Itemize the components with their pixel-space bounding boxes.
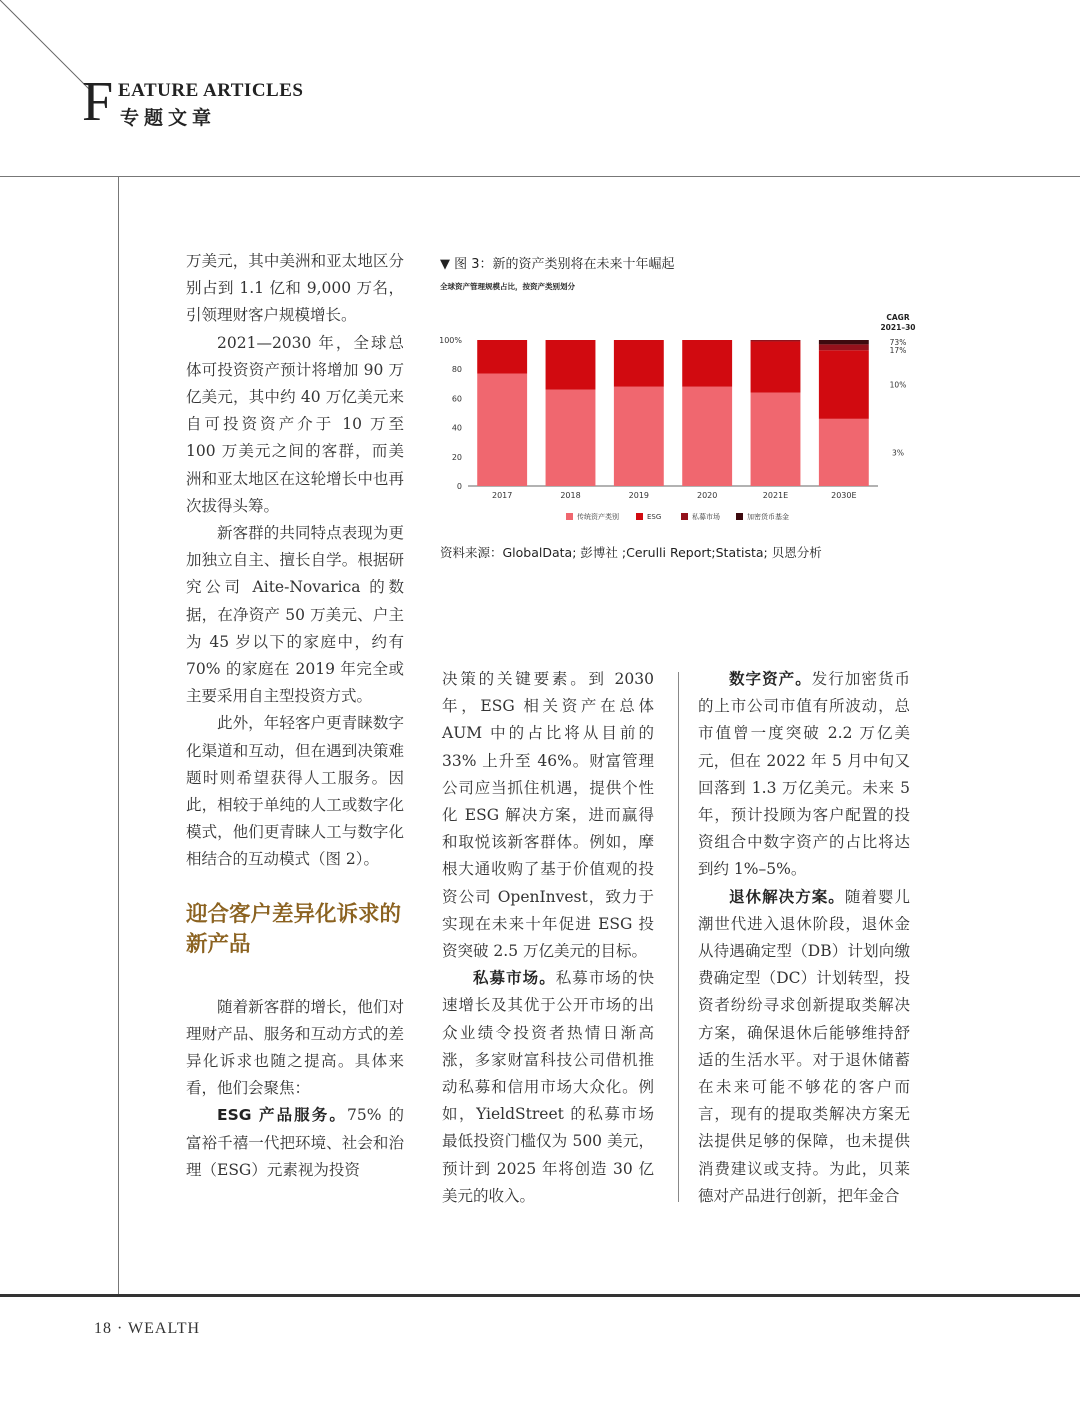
- paragraph-body: 发行加密货币的上市公司市值有所波动，总市值曾一度突破 2.2 万亿美元，但在 2022 年 5 月中旬又回落到 1.3 万亿美元。未来 5 年，预计投顾为客户配置的投资组合中数字资产的占比将达到约 1%–5%。: [698, 670, 910, 879]
- x-tick-label: 2019: [628, 491, 650, 500]
- cagr-label: 10%: [889, 380, 907, 390]
- paragraph: 2021—2030 年，全球总体可投资资产预计将增加 90 万亿美元，其中约 40 万亿美元来自可投资资产介于 10 万至 100 万美元之间的客群，而美洲和亚太地区在这轮增长中也再次拔得头筹。: [186, 333, 404, 515]
- paragraph: 万美元，其中美洲和亚太地区分别占到 1.1 亿和 9,000 万名，引领理财客户规模增长。: [186, 252, 404, 325]
- article-column-3: [698, 666, 910, 1210]
- bar-segment: [819, 419, 869, 486]
- stacked-bar-chart: [438, 308, 918, 528]
- header-initial-letter: F: [82, 71, 114, 133]
- paragraph: [186, 1102, 404, 1184]
- paragraph: 此外，年轻客户更青睐数字化渠道和互动，但在遇到决策难题时则希望获得人工服务。因此，相较于单纯的人工或数字化模式，他们更青睐人工与数字化相结合的互动模式（图 2）。: [186, 714, 404, 869]
- header-title: EATURE ARTICLES: [118, 80, 304, 101]
- bar-segment: [751, 393, 801, 486]
- bar-segment: [477, 374, 527, 486]
- x-tick-label: 2021E: [762, 491, 789, 500]
- paragraph: [442, 965, 654, 1210]
- bar-segment: [751, 340, 801, 341]
- paragraph-body: 私募市场的快速增长及其优于公开市场的出众业绩令投资者热情日渐高涨，多家财富科技公司借机推动私募和信用市场大众化。例如，YieldStreet 的私募市场最低投资门槛仅为 500 美元，预计到 2025 年将创造 30 亿美元的收入。: [442, 969, 654, 1205]
- x-tick-label: 2020: [696, 491, 718, 500]
- cagr-label: 3%: [892, 448, 904, 458]
- header-subtitle: 专题文章: [120, 107, 217, 129]
- article-column-2: [442, 666, 654, 1210]
- paragraph-body: 随着婴儿潮世代进入退休阶段，退休金从待遇确定型（DB）计划向缴费确定型（DC）计划转型，投资者纷纷寻求创新提取类解决方案，确保退休后能够维持舒适的生活水平。对于退休储蓄在未来可能不够花的客户而言，现有的提取类解决方案无法提供足够的保障，也未提供消费建议或支持。为此，贝莱德对产品进行创新，把年金合: [698, 887, 910, 1205]
- x-tick-label: 2030E: [831, 491, 857, 500]
- paragraph: 决策的关键要素。到 2030 年，ESG 相关资产在总体 AUM 中的占比将从目前的 33% 上升至 46%。财富管理公司应当抓住机遇，提供个性化 ESG 解决方案，进而赢得和取悦该新客群体。例如，摩根大通收购了基于价值观的投资公司 OpenInvest，致力于实现在未来十年促进 ESG 投资突破 2.5 万亿美元的目标。: [442, 670, 654, 961]
- bar-segment: [546, 340, 596, 390]
- legend-swatch: [636, 513, 643, 520]
- paragraph: 随着新客群的增长，他们对理财产品、服务和互动方式的差异化诉求也随之提高。具体来看，他们会聚焦：: [186, 997, 404, 1098]
- column-divider: [678, 672, 679, 1202]
- paragraph-lead: ESG 产品服务。: [217, 1106, 347, 1125]
- paragraph-lead: 退休解决方案。: [729, 887, 845, 906]
- legend-label: 私募市场: [692, 513, 720, 521]
- y-tick-label: 0: [456, 482, 462, 491]
- paragraph: [698, 884, 910, 1210]
- bar-segment: [546, 390, 596, 486]
- cagr-label: 73%: [889, 338, 907, 347]
- x-tick-label: 2018: [560, 491, 581, 500]
- y-tick-label: 80: [451, 365, 462, 375]
- legend-label: 传统资产类别: [577, 513, 619, 521]
- bar-segment: [614, 387, 664, 486]
- left-margin-rule: [118, 176, 119, 1294]
- footer-rule: [0, 1294, 1080, 1297]
- article-column-1: [186, 248, 404, 1184]
- bar-segment: [682, 387, 732, 486]
- figure-subtitle: 全球资产管理规模占比，按资产类别划分: [440, 282, 575, 291]
- bar-segment: [477, 340, 527, 374]
- legend-label: 加密货币基金: [747, 513, 789, 521]
- figure-source: 资料来源：GlobalData; 彭博社 ;Cerulli Report;Statista; 贝恩分析: [440, 545, 822, 560]
- paragraph: [698, 666, 910, 884]
- cagr-header-period: 2021–30: [880, 323, 916, 332]
- x-tick-label: 2017: [491, 491, 513, 500]
- y-tick-label: 20: [451, 452, 462, 462]
- section-heading: 迎合客户差异化诉求的新产品: [186, 901, 402, 957]
- legend-swatch: [681, 513, 688, 520]
- bar-segment: [682, 340, 732, 387]
- paragraph: 新客群的共同特点表现为更加独立自主、擅长自学。根据研究公司 Aite-Novarica 的数据，在净资产 50 万美元、户主为 45 岁以下的家庭中，约有 70% 的家庭在 2019 年完全或主要采用自主型投资方式。: [186, 524, 404, 706]
- paragraph-lead: 数字资产。: [729, 670, 812, 688]
- bar-segment: [819, 350, 869, 419]
- bar-segment: [751, 341, 801, 392]
- y-tick-label: 40: [451, 423, 462, 433]
- y-tick-label: 60: [451, 394, 462, 404]
- figure-3: [438, 250, 918, 570]
- page-footer: 18 · WEALTH: [94, 1320, 201, 1337]
- bar-segment: [614, 340, 664, 387]
- paragraph-lead: 私募市场。: [473, 969, 556, 988]
- cagr-header: CAGR: [886, 313, 910, 322]
- legend-swatch: [736, 513, 743, 520]
- y-tick-label: 100%: [439, 336, 462, 345]
- bar-segment: [819, 344, 869, 350]
- paragraph-body: 75% 的富裕千禧一代把环境、社会和治理（ESG）元素视为投资: [186, 1106, 404, 1179]
- header-rule: [0, 176, 1080, 177]
- legend-swatch: [566, 513, 573, 520]
- bar-segment: [819, 340, 869, 344]
- cagr-label: 17%: [889, 346, 907, 355]
- legend-label: ESG: [647, 513, 662, 521]
- figure-title: ▼ 图 3：新的资产类别将在未来十年崛起: [440, 257, 675, 272]
